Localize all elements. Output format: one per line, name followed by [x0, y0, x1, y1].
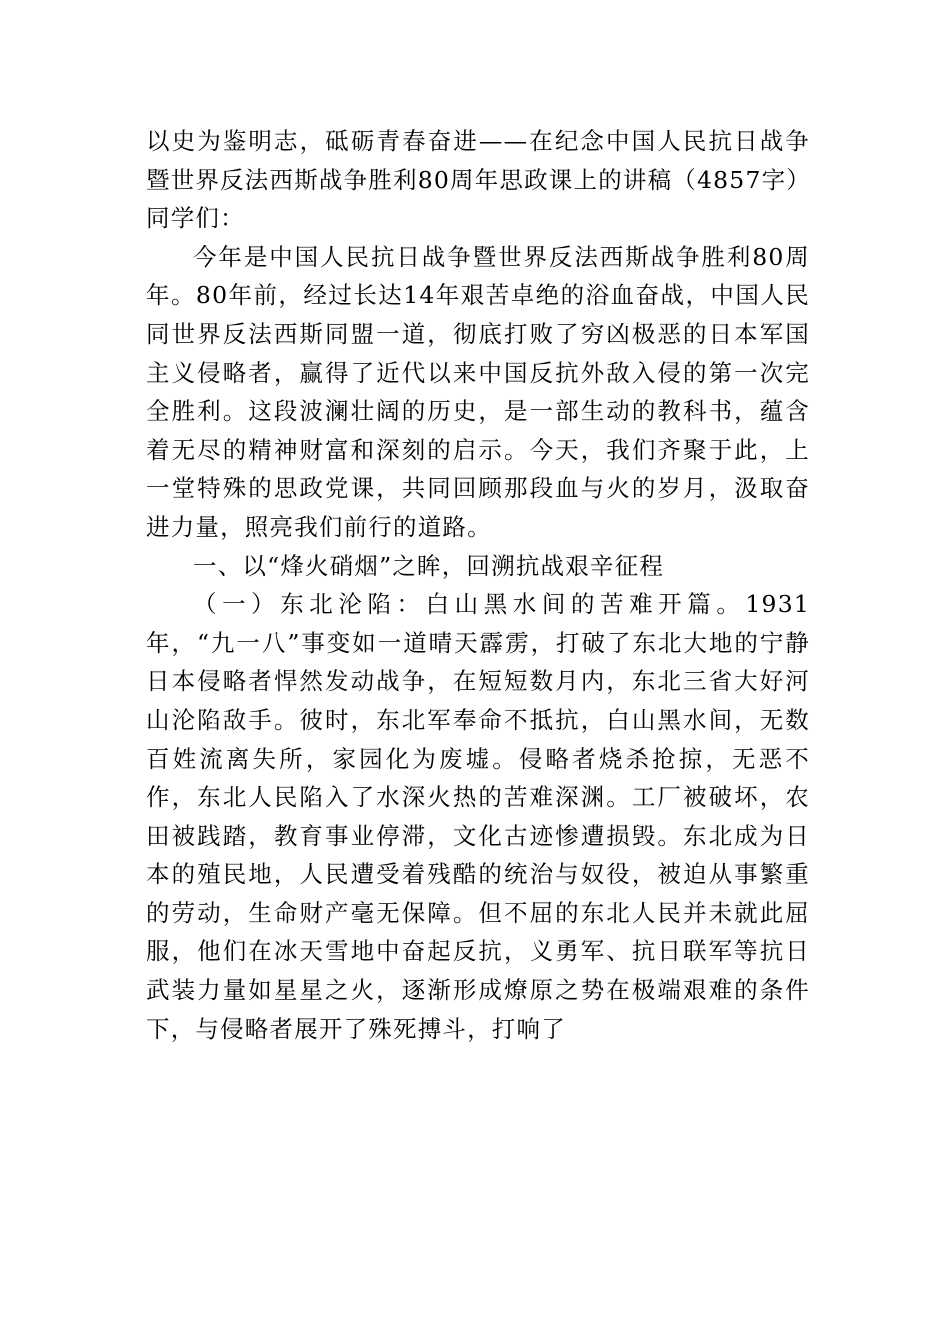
document-title: 以史为鉴明志，砥砺青春奋进——在纪念中国人民抗日战争暨世界反法西斯战争胜利80周年思政课上的讲稿（4857字）: [146, 127, 812, 194]
greeting: 同学们：: [146, 204, 245, 233]
section-heading-1: 一、以“烽火硝烟”之眸，回溯抗战艰辛征程: [193, 551, 665, 580]
subsection-paragraph-1: （一）东北沦陷：白山黑水间的苦难开篇。1931年，“九一八”事变如一道晴天霹雳，打破了东北大地的宁静日本侵略者悍然发动战争，在短短数月内，东北三省大好河山沦陷敌手。彼时，东北军奉命不抵抗，白山黑水间，无数百姓流离失所，家园化为废墟。侵略者烧杀抢掠，无恶不作，东北人民陷入了水深火热的苦难深渊。工厂被破坏，农田被践踏，教育事业停滞，文化古迹惨遭损毁。东北成为日本的殖民地，人民遭受着残酷的统治与奴役，被迫从事繁重的劳动，生命财产毫无保障。但不屈的东北人民并未就此屈服，他们在冰天雪地中奋起反抗，义勇军、抗日联军等抗日武装力量如星星之火，逐渐形成燎原之势在极端艰难的条件下，与侵略者展开了殊死搏斗，打响了: [146, 590, 810, 1043]
document-body: [146, 122, 810, 1048]
intro-paragraph: 今年是中国人民抗日战争暨世界反法西斯战争胜利80周年。80年前，经过长达14年艰苦卓绝的浴血奋战，中国人民同世界反法西斯同盟一道，彻底打败了穷凶极恶的日本军国主义侵略者，赢得了近代以来中国反抗外敌入侵的第一次完全胜利。这段波澜壮阔的历史，是一部生动的教科书，蕴含着无尽的精神财富和深刻的启示。今天，我们齐聚于此，上一堂特殊的思政党课，共同回顾那段血与火的岁月，汲取奋进力量，照亮我们前行的道路。: [146, 242, 810, 541]
